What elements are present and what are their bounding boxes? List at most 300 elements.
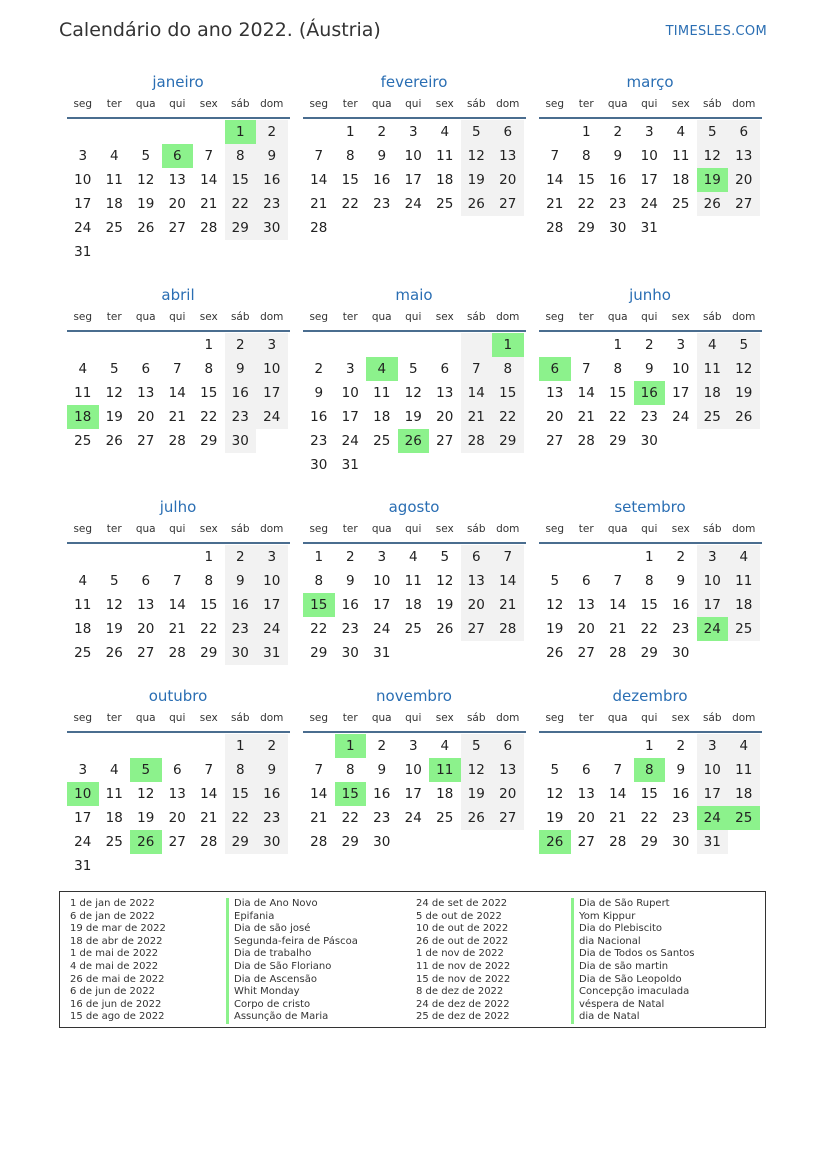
weekday-label: qua bbox=[135, 523, 156, 535]
day-cell: 27 bbox=[728, 192, 760, 216]
day-cell: 23 bbox=[609, 196, 627, 212]
day-cell: 28 bbox=[200, 220, 218, 236]
weekday-label: ter bbox=[342, 712, 358, 724]
day-cell: 27 bbox=[137, 645, 155, 661]
day-cell: 4 bbox=[78, 573, 88, 589]
day-cell: 13 bbox=[728, 144, 760, 168]
holiday-legend bbox=[59, 891, 766, 1028]
month-name: julho bbox=[159, 498, 197, 516]
day-cell: 22 bbox=[225, 192, 257, 216]
weekday-label: dom bbox=[260, 523, 284, 535]
legend-holiday-name: Dia de Ano Novo bbox=[226, 898, 358, 911]
day-cell: 14 bbox=[200, 172, 218, 188]
weekday-label: qua bbox=[607, 712, 628, 724]
day-cell: 29 bbox=[341, 834, 359, 850]
empty-cell bbox=[571, 333, 603, 357]
month-julho bbox=[66, 496, 290, 665]
month-name: março bbox=[626, 73, 674, 91]
day-cell: 16 bbox=[672, 597, 690, 613]
empty-cell bbox=[99, 333, 131, 357]
holiday-day: 6 bbox=[162, 144, 194, 168]
day-cell: 17 bbox=[256, 381, 288, 405]
day-cell: 25 bbox=[105, 834, 123, 850]
legend-holiday-name: Concepção imaculada bbox=[571, 986, 694, 999]
day-cell: 12 bbox=[105, 597, 123, 613]
day-cell: 2 bbox=[225, 545, 257, 569]
day-cell: 14 bbox=[310, 172, 328, 188]
empty-cell bbox=[67, 333, 99, 357]
month-name: junho bbox=[629, 286, 671, 304]
legend-date: 6 de jun de 2022 bbox=[70, 986, 155, 998]
holiday-day: 19 bbox=[697, 168, 729, 192]
day-cell: 12 bbox=[546, 597, 564, 613]
weekday-label: qui bbox=[169, 311, 186, 323]
weekday-label: ter bbox=[578, 98, 594, 110]
weekday-label: sex bbox=[435, 523, 454, 535]
day-cell: 12 bbox=[461, 758, 493, 782]
day-cell: 12 bbox=[436, 573, 454, 589]
day-cell: 26 bbox=[728, 405, 760, 429]
site-link[interactable]: TIMESLES.COM bbox=[665, 24, 767, 39]
day-cell: 3 bbox=[408, 124, 418, 140]
weekday-label: sáb bbox=[230, 523, 250, 535]
day-cell: 19 bbox=[137, 196, 155, 212]
day-cell: 19 bbox=[137, 810, 155, 826]
holiday-day: 1 bbox=[335, 734, 367, 758]
weekday-label: qua bbox=[371, 98, 392, 110]
day-cell: 6 bbox=[728, 120, 760, 144]
day-cell: 12 bbox=[105, 385, 123, 401]
legend-holiday-name: Dia de Todos os Santos bbox=[571, 948, 694, 961]
day-cell: 10 bbox=[640, 148, 658, 164]
day-cell: 3 bbox=[256, 545, 288, 569]
legend-holiday-name: Dia de São Leopoldo bbox=[571, 974, 694, 987]
weekday-label: ter bbox=[578, 523, 594, 535]
legend-date: 25 de dez de 2022 bbox=[416, 1011, 510, 1023]
day-cell: 30 bbox=[373, 834, 391, 850]
month-fevereiro bbox=[302, 71, 526, 240]
day-cell: 30 bbox=[341, 645, 359, 661]
day-cell: 9 bbox=[225, 357, 257, 381]
weekday-label: ter bbox=[578, 311, 594, 323]
day-cell: 6 bbox=[581, 762, 591, 778]
legend-date: 8 de dez de 2022 bbox=[416, 986, 504, 998]
day-cell: 19 bbox=[728, 381, 760, 405]
day-cell: 26 bbox=[137, 220, 155, 236]
legend-date: 18 de abr de 2022 bbox=[70, 935, 163, 947]
day-cell: 19 bbox=[436, 597, 454, 613]
month-name: outubro bbox=[148, 687, 208, 705]
day-cell: 27 bbox=[137, 433, 155, 449]
day-cell: 19 bbox=[105, 621, 123, 637]
day-cell: 21 bbox=[310, 196, 328, 212]
holiday-day: 26 bbox=[398, 429, 430, 453]
weekday-label: ter bbox=[106, 523, 122, 535]
month-janeiro bbox=[66, 71, 290, 264]
legend-holiday-name: Dia de são martin bbox=[571, 961, 694, 974]
weekday-label: qui bbox=[169, 712, 186, 724]
day-cell: 13 bbox=[492, 758, 524, 782]
day-cell: 11 bbox=[74, 597, 92, 613]
weekday-header bbox=[303, 710, 526, 733]
holiday-day: 1 bbox=[492, 333, 524, 357]
weekday-label: sex bbox=[199, 712, 218, 724]
day-cell: 21 bbox=[168, 409, 186, 425]
day-cell: 15 bbox=[640, 597, 658, 613]
day-cell: 7 bbox=[550, 148, 560, 164]
day-cell: 25 bbox=[404, 621, 422, 637]
month-name: novembro bbox=[376, 687, 452, 705]
day-cell: 26 bbox=[105, 433, 123, 449]
empty-cell bbox=[67, 545, 99, 569]
day-cell: 9 bbox=[225, 569, 257, 593]
empty-cell bbox=[429, 333, 461, 357]
day-cell: 27 bbox=[168, 220, 186, 236]
day-cell: 31 bbox=[373, 645, 391, 661]
legend-date: 1 de mai de 2022 bbox=[70, 948, 159, 960]
day-cell: 20 bbox=[492, 782, 524, 806]
weekday-label: sáb bbox=[230, 311, 250, 323]
day-cell: 5 bbox=[141, 148, 151, 164]
day-cell: 1 bbox=[225, 734, 257, 758]
month-setembro bbox=[538, 496, 762, 665]
holiday-day: 25 bbox=[728, 806, 760, 830]
day-cell: 22 bbox=[200, 409, 218, 425]
weekday-label: qua bbox=[371, 523, 392, 535]
weekday-label: sex bbox=[671, 311, 690, 323]
empty-cell bbox=[335, 333, 367, 357]
day-cell: 30 bbox=[672, 645, 690, 661]
day-cell: 24 bbox=[672, 409, 690, 425]
day-cell: 7 bbox=[172, 573, 182, 589]
weekday-label: ter bbox=[342, 311, 358, 323]
legend-holiday-name: dia Nacional bbox=[571, 936, 694, 949]
day-cell: 16 bbox=[310, 409, 328, 425]
day-cell: 2 bbox=[225, 333, 257, 357]
empty-cell bbox=[99, 120, 131, 144]
day-cell: 4 bbox=[440, 738, 450, 754]
day-cell: 10 bbox=[256, 569, 288, 593]
day-cell: 11 bbox=[404, 573, 422, 589]
day-cell: 16 bbox=[609, 172, 627, 188]
day-cell: 23 bbox=[225, 405, 257, 429]
day-cell: 14 bbox=[609, 597, 627, 613]
day-cell: 11 bbox=[436, 148, 454, 164]
weekday-header bbox=[67, 710, 290, 733]
day-cell: 10 bbox=[404, 148, 422, 164]
day-cell: 18 bbox=[74, 621, 92, 637]
holiday-day: 18 bbox=[67, 405, 99, 429]
empty-cell bbox=[539, 734, 571, 758]
weekday-label: qui bbox=[405, 98, 422, 110]
legend-names-right bbox=[571, 898, 694, 1024]
day-cell: 5 bbox=[440, 549, 450, 565]
weekday-label: sex bbox=[199, 523, 218, 535]
day-cell: 17 bbox=[404, 172, 422, 188]
legend-holiday-name: véspera de Natal bbox=[571, 999, 694, 1012]
month-dezembro bbox=[538, 685, 762, 854]
weekday-label: sáb bbox=[702, 712, 722, 724]
day-cell: 11 bbox=[105, 786, 123, 802]
day-cell: 11 bbox=[105, 172, 123, 188]
weekday-label: qui bbox=[641, 712, 658, 724]
day-cell: 9 bbox=[644, 361, 654, 377]
empty-cell bbox=[539, 545, 571, 569]
day-cell: 2 bbox=[345, 549, 355, 565]
day-cell: 30 bbox=[672, 834, 690, 850]
legend-date: 1 de nov de 2022 bbox=[416, 948, 504, 960]
day-cell: 25 bbox=[105, 220, 123, 236]
day-cell: 25 bbox=[74, 433, 92, 449]
day-grid bbox=[67, 545, 290, 665]
day-cell: 9 bbox=[377, 762, 387, 778]
day-cell: 11 bbox=[728, 569, 760, 593]
weekday-label: ter bbox=[106, 712, 122, 724]
day-cell: 23 bbox=[373, 196, 391, 212]
day-cell: 13 bbox=[492, 144, 524, 168]
empty-cell bbox=[130, 545, 162, 569]
weekday-label: dom bbox=[732, 311, 756, 323]
day-cell: 2 bbox=[377, 738, 387, 754]
weekday-label: qua bbox=[371, 712, 392, 724]
legend-holiday-name: Segunda-feira de Páscoa bbox=[226, 936, 358, 949]
day-cell: 20 bbox=[577, 621, 595, 637]
day-cell: 13 bbox=[168, 786, 186, 802]
weekday-label: sáb bbox=[702, 311, 722, 323]
day-cell: 6 bbox=[581, 573, 591, 589]
day-cell: 16 bbox=[225, 593, 257, 617]
day-cell: 27 bbox=[436, 433, 454, 449]
day-cell: 27 bbox=[577, 645, 595, 661]
day-cell: 19 bbox=[546, 810, 564, 826]
weekday-label: seg bbox=[309, 523, 329, 535]
day-cell: 13 bbox=[577, 786, 595, 802]
legend-date: 4 de mai de 2022 bbox=[70, 960, 159, 972]
day-cell: 23 bbox=[310, 433, 328, 449]
day-cell: 15 bbox=[640, 786, 658, 802]
day-cell: 15 bbox=[200, 597, 218, 613]
day-cell: 5 bbox=[109, 573, 119, 589]
day-cell: 21 bbox=[310, 810, 328, 826]
day-cell: 10 bbox=[404, 762, 422, 778]
day-cell: 4 bbox=[728, 545, 760, 569]
day-cell: 7 bbox=[204, 148, 214, 164]
day-cell: 14 bbox=[200, 786, 218, 802]
day-cell: 24 bbox=[404, 810, 422, 826]
weekday-label: seg bbox=[309, 712, 329, 724]
day-cell: 24 bbox=[74, 834, 92, 850]
day-cell: 20 bbox=[492, 168, 524, 192]
day-cell: 10 bbox=[672, 361, 690, 377]
weekday-header bbox=[67, 96, 290, 119]
day-cell: 6 bbox=[172, 762, 182, 778]
day-grid bbox=[303, 734, 526, 854]
day-cell: 17 bbox=[404, 786, 422, 802]
weekday-label: sex bbox=[199, 311, 218, 323]
empty-cell bbox=[539, 120, 571, 144]
day-cell: 10 bbox=[373, 573, 391, 589]
day-cell: 28 bbox=[577, 433, 595, 449]
empty-cell bbox=[162, 120, 194, 144]
day-cell: 6 bbox=[492, 120, 524, 144]
day-cell: 18 bbox=[373, 409, 391, 425]
day-cell: 20 bbox=[168, 196, 186, 212]
day-cell: 13 bbox=[436, 385, 454, 401]
legend-holiday-name: Dia de trabalho bbox=[226, 948, 358, 961]
day-cell: 29 bbox=[640, 645, 658, 661]
day-cell: 7 bbox=[581, 361, 591, 377]
day-cell: 2 bbox=[613, 124, 623, 140]
day-cell: 8 bbox=[492, 357, 524, 381]
day-cell: 25 bbox=[373, 433, 391, 449]
day-cell: 3 bbox=[256, 333, 288, 357]
holiday-day: 15 bbox=[335, 782, 367, 806]
day-cell: 29 bbox=[200, 433, 218, 449]
weekday-label: seg bbox=[73, 98, 93, 110]
day-cell: 18 bbox=[105, 810, 123, 826]
day-cell: 16 bbox=[256, 168, 288, 192]
weekday-label: sáb bbox=[230, 98, 250, 110]
legend-holiday-name: dia de Natal bbox=[571, 1011, 694, 1024]
day-cell: 10 bbox=[697, 758, 729, 782]
day-cell: 3 bbox=[377, 549, 387, 565]
day-cell: 15 bbox=[492, 381, 524, 405]
day-cell: 8 bbox=[644, 573, 654, 589]
day-cell: 14 bbox=[461, 381, 493, 405]
day-cell: 26 bbox=[105, 645, 123, 661]
legend-holiday-name: Dia de São Rupert bbox=[571, 898, 694, 911]
holiday-day: 8 bbox=[634, 758, 666, 782]
day-cell: 17 bbox=[697, 593, 729, 617]
empty-cell bbox=[303, 333, 335, 357]
weekday-label: dom bbox=[260, 98, 284, 110]
legend-date: 11 de nov de 2022 bbox=[416, 960, 511, 972]
day-cell: 8 bbox=[345, 148, 355, 164]
day-cell: 11 bbox=[697, 357, 729, 381]
month-name: janeiro bbox=[152, 73, 204, 91]
day-grid bbox=[539, 545, 762, 665]
holiday-day: 6 bbox=[539, 357, 571, 381]
holiday-day: 15 bbox=[303, 593, 335, 617]
day-cell: 12 bbox=[697, 144, 729, 168]
day-cell: 27 bbox=[492, 192, 524, 216]
day-cell: 5 bbox=[728, 333, 760, 357]
day-cell: 4 bbox=[697, 333, 729, 357]
legend-dates-left bbox=[70, 898, 166, 1024]
day-cell: 2 bbox=[644, 337, 654, 353]
weekday-label: qua bbox=[371, 311, 392, 323]
day-cell: 13 bbox=[137, 597, 155, 613]
day-cell: 16 bbox=[341, 597, 359, 613]
day-cell: 21 bbox=[609, 810, 627, 826]
day-cell: 17 bbox=[373, 597, 391, 613]
day-cell: 7 bbox=[204, 762, 214, 778]
empty-cell bbox=[366, 333, 398, 357]
day-cell: 4 bbox=[78, 361, 88, 377]
legend-date: 15 de nov de 2022 bbox=[416, 973, 511, 985]
weekday-label: sáb bbox=[230, 712, 250, 724]
day-cell: 21 bbox=[461, 405, 493, 429]
day-cell: 18 bbox=[436, 172, 454, 188]
day-cell: 27 bbox=[492, 806, 524, 830]
day-cell: 7 bbox=[613, 573, 623, 589]
legend-holiday-name: Dia do Plebiscito bbox=[571, 923, 694, 936]
day-cell: 12 bbox=[404, 385, 422, 401]
day-cell: 13 bbox=[461, 569, 493, 593]
day-cell: 14 bbox=[546, 172, 564, 188]
empty-cell bbox=[162, 333, 194, 357]
weekday-label: sáb bbox=[466, 712, 486, 724]
day-cell: 9 bbox=[613, 148, 623, 164]
day-cell: 25 bbox=[728, 617, 760, 641]
day-cell: 14 bbox=[168, 385, 186, 401]
holiday-day: 4 bbox=[366, 357, 398, 381]
day-cell: 23 bbox=[341, 621, 359, 637]
day-cell: 19 bbox=[404, 409, 422, 425]
day-cell: 9 bbox=[256, 758, 288, 782]
day-cell: 2 bbox=[676, 738, 686, 754]
day-cell: 5 bbox=[550, 762, 560, 778]
day-cell: 23 bbox=[640, 409, 658, 425]
holiday-day: 1 bbox=[225, 120, 257, 144]
day-cell: 13 bbox=[577, 597, 595, 613]
month-name: dezembro bbox=[612, 687, 688, 705]
weekday-header bbox=[303, 309, 526, 332]
legend-holiday-name: Whit Monday bbox=[226, 986, 358, 999]
day-cell: 6 bbox=[492, 734, 524, 758]
day-cell: 29 bbox=[200, 645, 218, 661]
legend-date: 19 de mar de 2022 bbox=[70, 923, 166, 935]
weekday-label: qui bbox=[641, 98, 658, 110]
weekday-label: qua bbox=[607, 523, 628, 535]
day-cell: 18 bbox=[404, 597, 422, 613]
day-cell: 3 bbox=[644, 124, 654, 140]
day-cell: 9 bbox=[676, 762, 686, 778]
weekday-header bbox=[303, 96, 526, 119]
day-cell: 22 bbox=[225, 806, 257, 830]
day-cell: 18 bbox=[105, 196, 123, 212]
day-cell: 31 bbox=[74, 858, 92, 874]
day-cell: 20 bbox=[546, 409, 564, 425]
weekday-label: sex bbox=[199, 98, 218, 110]
day-cell: 1 bbox=[644, 549, 654, 565]
day-cell: 1 bbox=[204, 549, 214, 565]
weekday-label: ter bbox=[106, 98, 122, 110]
day-cell: 3 bbox=[408, 738, 418, 754]
day-cell: 29 bbox=[609, 433, 627, 449]
day-cell: 25 bbox=[74, 645, 92, 661]
day-cell: 10 bbox=[74, 172, 92, 188]
day-cell: 25 bbox=[697, 405, 729, 429]
weekday-label: qua bbox=[135, 98, 156, 110]
legend-date: 5 de out de 2022 bbox=[416, 910, 502, 922]
month-maio bbox=[302, 284, 526, 477]
day-cell: 20 bbox=[137, 621, 155, 637]
weekday-header bbox=[303, 521, 526, 544]
legend-dates-right bbox=[416, 898, 510, 1024]
day-cell: 16 bbox=[256, 782, 288, 806]
legend-date: 15 de ago de 2022 bbox=[70, 1011, 165, 1023]
empty-cell bbox=[398, 333, 430, 357]
day-cell: 29 bbox=[225, 830, 257, 854]
day-cell: 22 bbox=[640, 810, 658, 826]
day-cell: 4 bbox=[728, 734, 760, 758]
day-cell: 4 bbox=[676, 124, 686, 140]
day-cell: 18 bbox=[436, 786, 454, 802]
page-title: Calendário do ano 2022. (Áustria) bbox=[59, 19, 381, 41]
legend-holiday-name: Dia de são josé bbox=[226, 923, 358, 936]
day-cell: 15 bbox=[200, 385, 218, 401]
